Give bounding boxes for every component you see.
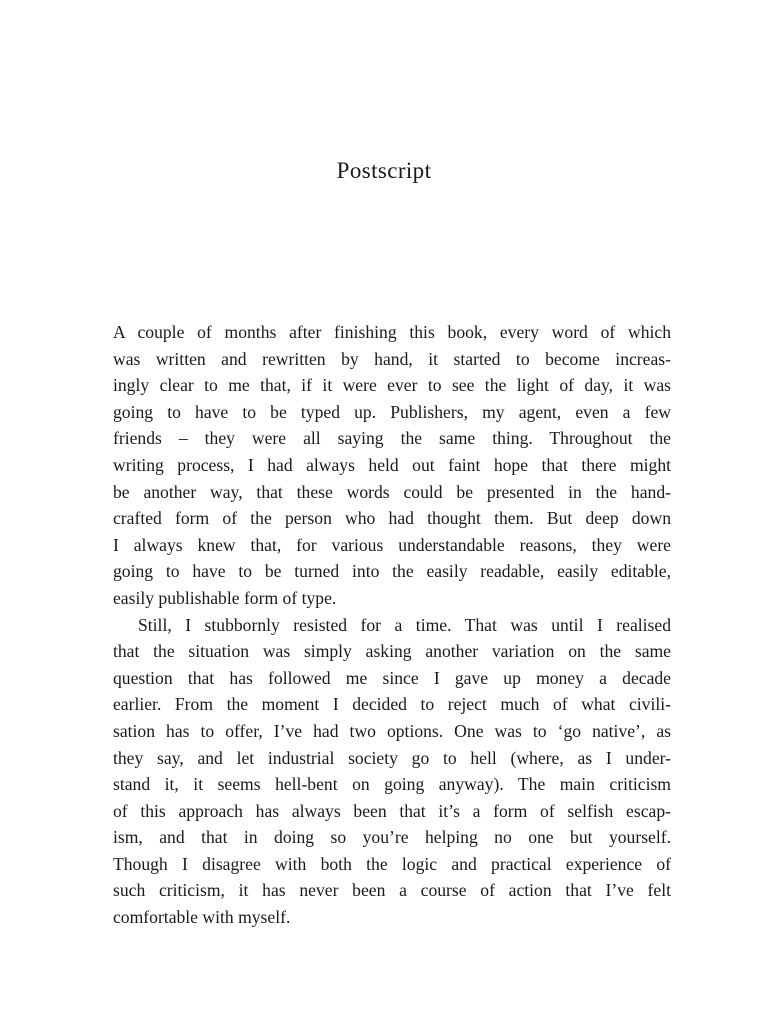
- text-line: friends – they were all saying the same thing. Throughout the: [113, 428, 671, 449]
- text-line: question that has followed me since I gave up money a decade: [113, 667, 671, 688]
- text-line: ingly clear to me that, if it were ever to see the light of day, it was: [113, 375, 671, 396]
- text-line: Still, I stubbornly resisted for a time. That was until I realised: [138, 614, 671, 635]
- text-line: earlier. From the moment I decided to reject much of what civili-: [113, 694, 671, 715]
- text-line: sation has to offer, I’ve had two options. One was to ‘go native’, as: [113, 720, 671, 741]
- text-line: writing process, I had always held out faint hope that there might: [113, 454, 671, 475]
- text-line: of this approach has always been that it’s a form of selfish escap-: [113, 800, 671, 821]
- text-line: comfortable with myself.: [113, 907, 291, 928]
- text-line: I always knew that, for various understandable reasons, they were: [113, 534, 671, 555]
- text-line: such criticism, it has never been a course of action that I’ve felt: [113, 880, 671, 901]
- text-line: Though I disagree with both the logic and practical experience of: [113, 853, 671, 874]
- text-line: A couple of months after finishing this book, every word of which: [113, 322, 671, 342]
- text-line: that the situation was simply asking another variation on the same: [113, 641, 671, 662]
- chapter-title: Postscript: [336, 158, 432, 183]
- text-line: ism, and that in doing so you’re helping no one but yourself.: [113, 827, 671, 848]
- text-line: crafted form of the person who had thought them. But deep down: [113, 508, 671, 529]
- text-line: was written and rewritten by hand, it started to become increas-: [113, 348, 671, 369]
- text-line: stand it, it seems hell-bent on going anyway). The main criticism: [113, 774, 671, 795]
- text-line: they say, and let industrial society go to hell (where, as I under-: [113, 747, 671, 768]
- body-text: [113, 319, 671, 931]
- text-line: be another way, that these words could be presented in the hand-: [113, 481, 671, 502]
- text-line: going to have to be turned into the easily readable, easily editable,: [113, 561, 671, 582]
- text-line: easily publishable form of type.: [113, 587, 337, 608]
- text-line: going to have to be typed up. Publishers, my agent, even a few: [113, 401, 671, 422]
